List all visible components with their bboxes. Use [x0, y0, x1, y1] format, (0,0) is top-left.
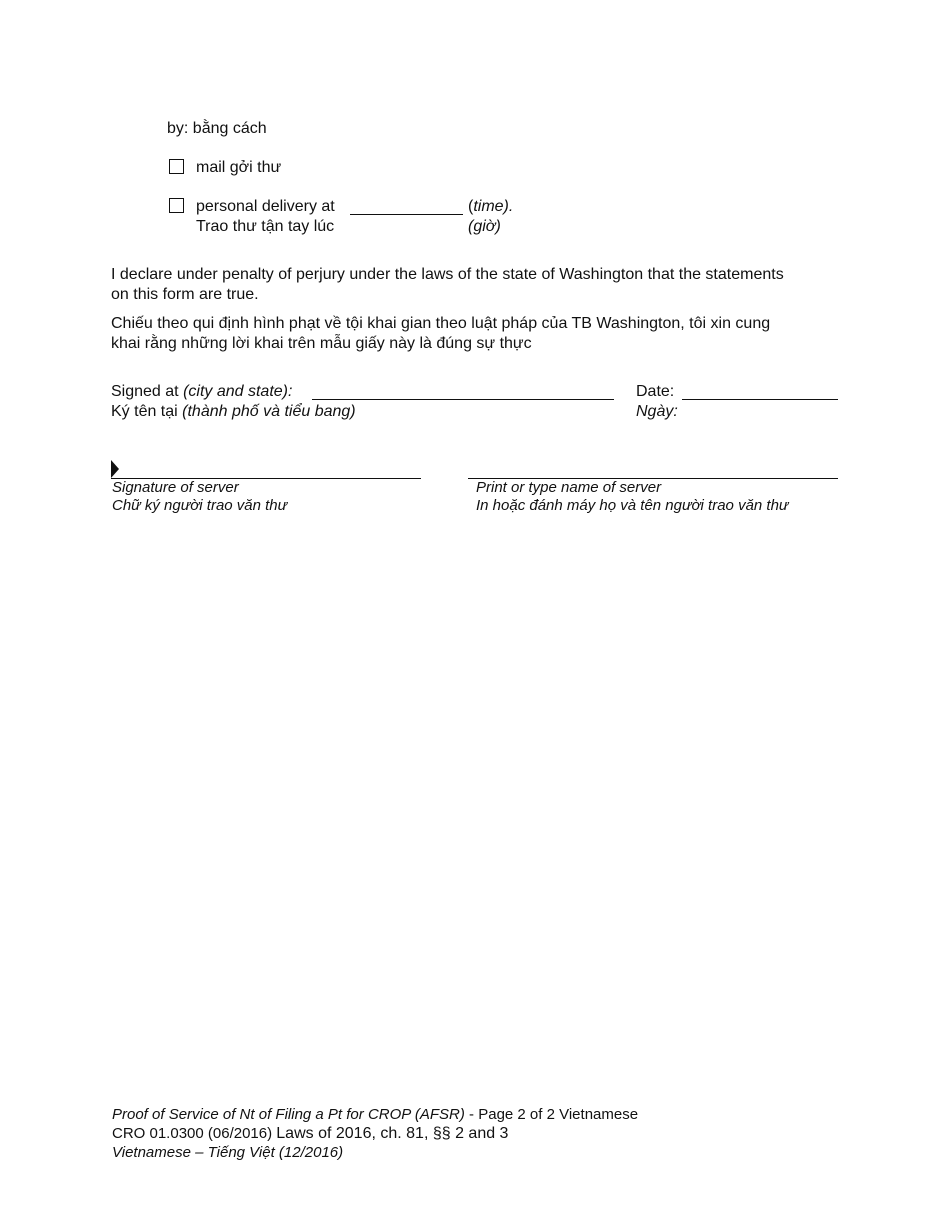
footer-translation: Vietnamese – Tiếng Việt (12/2016): [112, 1144, 344, 1161]
footer-laws: Laws of 2016, ch. 81, §§ 2 and 3: [276, 1125, 509, 1142]
footer-line-2: [112, 1124, 508, 1144]
footer-form-code: CRO 01.0300 (06/2016): [112, 1125, 277, 1142]
signed-at-italic-vi: (thành phố và tiểu bang): [182, 403, 356, 420]
declaration-vi-line-1: Chiếu theo qui định hình phạt về tội khai gian theo luật pháp của TB Washington, tôi xin cung: [111, 315, 771, 332]
by-label: by: bằng cách: [167, 120, 267, 137]
signed-at-prefix: Signed at: [111, 383, 184, 400]
signed-at-prefix-vi: Ký tên tại: [111, 403, 183, 420]
date-label-vi: Ngày:: [636, 403, 678, 420]
personal-delivery-checkbox[interactable]: [169, 198, 184, 213]
declaration-en-line-2: on this form are true.: [111, 286, 259, 303]
declaration-en-line-1: I declare under penalty of perjury under the laws of the state of Washington that the statements: [111, 266, 784, 283]
time-label-text: time).: [473, 198, 514, 215]
delivery-time-field[interactable]: [350, 214, 463, 215]
city-state-field[interactable]: [312, 399, 614, 400]
mail-label: mail gởi thư: [196, 159, 282, 176]
personal-delivery-label-vi: Trao thư tận tay lúc: [196, 218, 335, 235]
signed-at-italic: (city and state):: [183, 383, 293, 400]
footer-form-title: Proof of Service of Nt of Filing a Pt for CROP (AFSR): [112, 1106, 465, 1123]
date-label: Date:: [636, 383, 675, 400]
server-signature-label-vi: Chữ ký người trao văn thư: [112, 497, 288, 514]
footer-line-1: [112, 1106, 638, 1124]
server-name-label-vi: In hoặc đánh máy họ và tên người trao văn thư: [476, 497, 789, 514]
declaration-vi-line-2: khai rằng những lời khai trên mẫu giấy này là đúng sự thực: [111, 335, 532, 352]
time-label: [468, 197, 513, 217]
date-field[interactable]: [682, 399, 838, 400]
server-signature-label: Signature of server: [112, 479, 239, 496]
signature-marker-icon: [111, 460, 119, 478]
time-paren: (: [468, 198, 474, 215]
server-name-label: Print or type name of server: [476, 479, 662, 496]
personal-delivery-label: personal delivery at: [196, 198, 335, 215]
signed-at-label-vi: [111, 402, 356, 422]
mail-checkbox[interactable]: [169, 159, 184, 174]
signed-at-label: [111, 382, 292, 402]
footer-page-info: - Page 2 of 2 Vietnamese: [464, 1106, 639, 1123]
time-label-vi: (giờ): [468, 218, 501, 235]
